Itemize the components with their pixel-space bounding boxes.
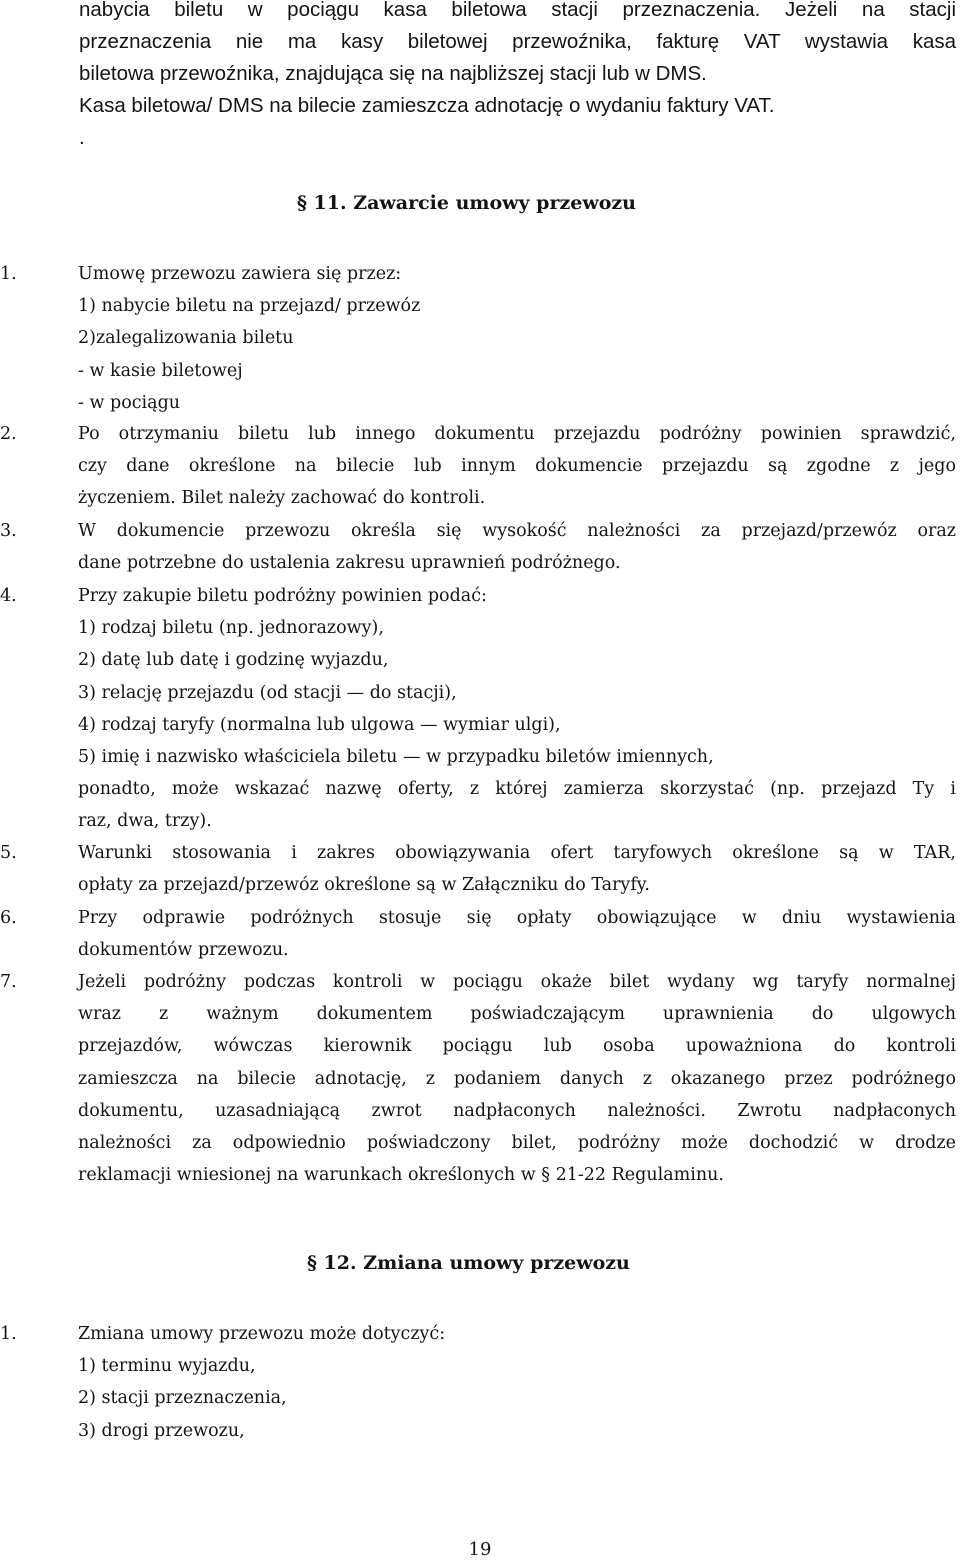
list-item-line: 3) relację przejazdu (od stacji — do stacji), bbox=[78, 682, 457, 703]
section-12-heading: § 12. Zmiana umowy przewozu bbox=[307, 1252, 630, 1274]
list-item-line: 4) rodzaj taryfy (normalna lub ulgowa — wymiar ulgi), bbox=[78, 714, 561, 735]
list-item-line: czy dane określone na bilecie lub innym dokumencie przejazdu są zgodne z jego bbox=[78, 456, 956, 477]
list-item-line: reklamacji wniesionej na warunkach określonych w § 21-22 Regulaminu. bbox=[78, 1165, 724, 1186]
list-item-text bbox=[78, 418, 956, 515]
list-item-line: 2) stacji przeznaczenia, bbox=[78, 1388, 287, 1409]
list-item-line: Przy zakupie biletu podróżny powinien podać: bbox=[78, 586, 487, 606]
intro-line: biletowa przewoźnika, znajdująca się na najbliższej stacji lub w DMS. bbox=[79, 62, 707, 85]
list-item-line: dane potrzebne do ustalenia zakresu uprawnień podróżnego. bbox=[78, 553, 621, 574]
list-item-line: 5) imię i nazwisko właściciela biletu — w przypadku biletów imiennych, bbox=[78, 747, 714, 768]
list-item-line: - w kasie biletowej bbox=[78, 360, 243, 381]
list-item-line: 1) rodzaj biletu (np. jednorazowy), bbox=[78, 618, 384, 639]
list-item-text bbox=[78, 966, 956, 1191]
list-item-line: przejazdów, wówczas kierownik pociągu lub osoba upoważniona do kontroli bbox=[78, 1036, 956, 1057]
list-item-number: 1. bbox=[0, 264, 17, 284]
list-item-text bbox=[78, 837, 956, 901]
list-item-number: 5. bbox=[0, 843, 17, 863]
list-item-text bbox=[78, 902, 956, 966]
section-11-heading: § 11. Zawarcie umowy przewozu bbox=[297, 192, 636, 214]
list-item-text bbox=[78, 515, 956, 579]
list-item-text bbox=[78, 1318, 956, 1447]
list-item-line: Jeżeli podróżny podczas kontroli w pociągu okaże bilet wydany wg taryfy normalnej bbox=[78, 972, 956, 992]
page-number: 19 bbox=[468, 1539, 492, 1560]
list-item-line: raz, dwa, trzy). bbox=[78, 811, 212, 832]
list-item-line: opłaty za przejazd/przewóz określone są w Załączniku do Taryfy. bbox=[78, 875, 650, 896]
list-item-line: - w pociągu bbox=[78, 392, 181, 413]
list-item-line: 1) terminu wyjazdu, bbox=[78, 1356, 256, 1377]
intro-line: przeznaczenia nie ma kasy biletowej przewoźnika, fakturę VAT wystawia kasa bbox=[79, 30, 956, 53]
intro-line: Kasa biletowa/ DMS na bilecie zamieszcza adnotację o wydaniu faktury VAT. bbox=[79, 94, 775, 117]
list-item-line: W dokumencie przewozu określa się wysokość należności za przejazd/przewóz oraz bbox=[78, 521, 956, 541]
list-item-line: zamieszcza na bilecie adnotację, z podaniem danych z okazanego przez podróżnego bbox=[78, 1068, 956, 1089]
list-item-line: dokumentu, uzasadniającą zwrot nadpłaconych należności. Zwrotu nadpłaconych bbox=[78, 1100, 956, 1121]
list-item-line: dokumentów przewozu. bbox=[78, 940, 289, 961]
list-item-line: należności za odpowiednio poświadczony bilet, podróżny może dochodzić w drodze bbox=[78, 1133, 956, 1154]
list-item-line: 1) nabycie biletu na przejazd/ przewóz bbox=[78, 296, 421, 317]
list-item-text bbox=[78, 258, 956, 419]
list-item-line: Przy odprawie podróżnych stosuje się opłaty obowiązujące w dniu wystawienia bbox=[78, 908, 956, 928]
list-item-line: życzeniem. Bilet należy zachować do kontroli. bbox=[78, 488, 486, 509]
list-item-text bbox=[78, 580, 956, 838]
list-item-number: 7. bbox=[0, 972, 17, 992]
list-item-line: 2)zalegalizowania biletu bbox=[78, 328, 294, 349]
list-item-number: 1. bbox=[0, 1324, 17, 1344]
list-item-number: 3. bbox=[0, 521, 17, 541]
list-item-line: 3) drogi przewozu, bbox=[78, 1420, 245, 1441]
list-item-line: Zmiana umowy przewozu może dotyczyć: bbox=[78, 1324, 446, 1344]
intro-line: . bbox=[79, 126, 85, 149]
list-item-line: 2) datę lub datę i godzinę wyjazdu, bbox=[78, 650, 389, 671]
list-item-line: Po otrzymaniu biletu lub innego dokumentu przejazdu podróżny powinien sprawdzić, bbox=[78, 424, 956, 444]
list-item-line: wraz z ważnym dokumentem poświadczającym uprawnienia do ulgowych bbox=[78, 1004, 956, 1025]
list-item-line: ponadto, może wskazać nazwę oferty, z której zamierza skorzystać (np. przejazd Ty i bbox=[78, 779, 956, 800]
list-item-line: Umowę przewozu zawiera się przez: bbox=[78, 264, 402, 284]
intro-paragraph bbox=[79, 0, 956, 154]
list-item-number: 4. bbox=[0, 586, 17, 606]
list-item-number: 6. bbox=[0, 908, 17, 928]
intro-line: nabycia biletu w pociągu kasa biletowa stacji przeznaczenia. Jeżeli na stacji bbox=[79, 0, 956, 21]
list-item-number: 2. bbox=[0, 424, 17, 444]
list-item-line: Warunki stosowania i zakres obowiązywania ofert taryfowych określone są w TAR, bbox=[78, 843, 956, 863]
